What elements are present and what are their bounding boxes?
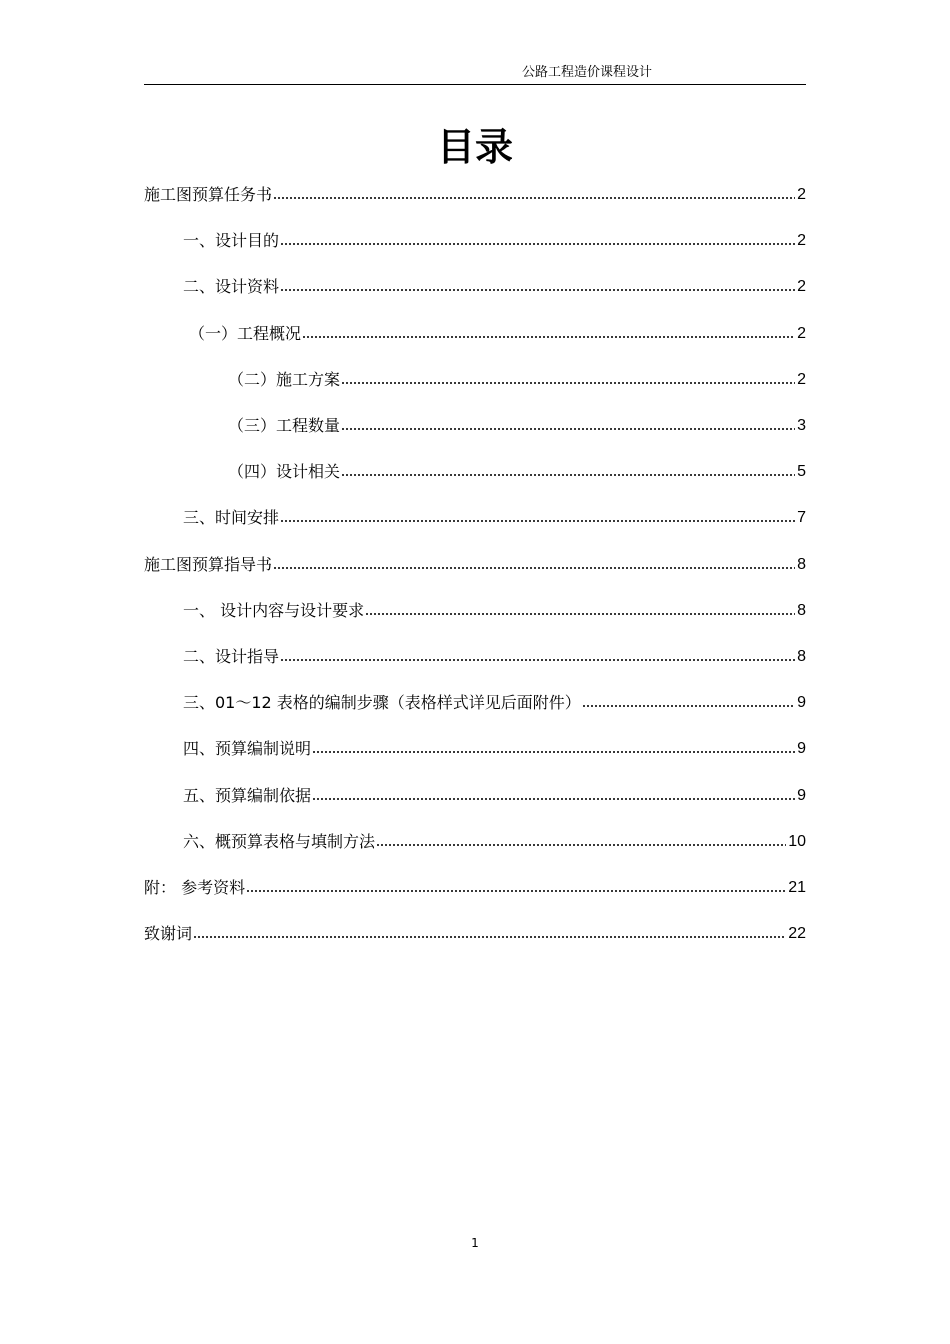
toc-entry-label: 施工图预算任务书	[144, 185, 273, 204]
page-number: 1	[471, 1236, 479, 1250]
toc-entry-page: 3	[797, 417, 806, 434]
toc-entry-label: 施工图预算指导书	[144, 554, 273, 574]
toc-dot-leader	[273, 566, 795, 570]
toc-entry-page: 2	[797, 324, 806, 342]
toc-entry-label: （四）设计相关	[228, 462, 341, 482]
toc-dot-leader	[246, 889, 786, 893]
toc-entry-label: 一、 设计内容与设计要求	[183, 600, 365, 620]
toc-entry[interactable]	[183, 687, 806, 713]
toc-entry-label: 一、设计目的	[183, 231, 280, 251]
toc-entry-label: （一）工程概况	[189, 323, 302, 343]
toc-entry-page: 2	[797, 370, 806, 388]
toc-entry[interactable]	[228, 410, 806, 436]
toc-entry-page: 22	[788, 925, 806, 943]
toc-dot-leader	[280, 519, 795, 523]
toc-entry[interactable]	[144, 872, 806, 898]
toc-entry[interactable]	[189, 318, 806, 344]
toc-entry-label: 五、预算编制依据	[183, 785, 312, 805]
toc-entry-page: 2	[797, 186, 806, 203]
toc-dot-leader	[376, 843, 786, 847]
toc-entry[interactable]	[144, 179, 806, 205]
toc-entry-page: 7	[797, 509, 806, 527]
toc-entry-label: 致谢词	[144, 924, 193, 944]
toc-entry[interactable]	[183, 502, 806, 528]
toc-entry-label: 三、01～12 表格的编制步骤（表格样式详见后面附件）	[183, 693, 581, 713]
toc-dot-leader	[193, 935, 786, 939]
toc-entry-page: 2	[797, 232, 806, 250]
toc-dot-leader	[312, 750, 795, 754]
toc-entry-page: 8	[797, 601, 806, 619]
toc-entry-page: 9	[797, 786, 806, 804]
toc-title: 目录	[436, 125, 513, 169]
toc-entry[interactable]	[183, 826, 806, 852]
toc-entry[interactable]	[183, 780, 806, 806]
toc-dot-leader	[280, 658, 795, 662]
toc-entry-label: （三）工程数量	[228, 416, 341, 435]
toc-entry[interactable]	[183, 595, 806, 621]
toc-dot-leader	[365, 612, 795, 616]
toc-entry[interactable]	[228, 456, 806, 482]
toc-entry-label: 附： 参考资料	[144, 878, 246, 897]
toc-dot-leader	[312, 797, 795, 801]
toc-dot-leader	[341, 473, 795, 477]
toc-entry[interactable]	[183, 641, 806, 667]
toc-entry-label: 六、概预算表格与填制方法	[183, 831, 376, 851]
toc-entry[interactable]	[183, 733, 806, 759]
toc-entry-page: 10	[788, 832, 806, 850]
toc-entry-page: 21	[788, 879, 806, 896]
toc-dot-leader	[582, 704, 795, 708]
toc-dot-leader	[280, 288, 795, 292]
toc-entry-page: 8	[797, 648, 806, 665]
toc-dot-leader	[273, 196, 795, 200]
toc-entry-label: 二、设计指导	[183, 647, 280, 666]
toc-dot-leader	[280, 242, 795, 246]
toc-dot-leader	[341, 381, 795, 385]
toc-entry[interactable]	[144, 549, 806, 575]
toc-entry-page: 8	[797, 555, 806, 573]
toc-entry[interactable]	[144, 918, 806, 944]
toc-entry-label: 四、预算编制说明	[183, 739, 312, 759]
toc-entry-page: 2	[797, 278, 806, 296]
page-header	[144, 64, 806, 85]
toc-entry-label: 二、设计资料	[183, 277, 280, 297]
toc-dot-leader	[302, 335, 795, 339]
header-text: 公路工程造价课程设计	[522, 65, 653, 80]
toc-dot-leader	[341, 427, 795, 431]
toc-entry-page: 5	[797, 463, 806, 481]
toc-entry-page: 9	[797, 694, 806, 712]
toc-entry-page: 9	[797, 740, 806, 758]
toc-entry[interactable]	[183, 225, 806, 251]
toc-entry-label: （二）施工方案	[228, 369, 341, 389]
toc-entry[interactable]	[228, 364, 806, 390]
toc-entry[interactable]	[183, 271, 806, 297]
toc-entry-label: 三、时间安排	[183, 508, 280, 528]
